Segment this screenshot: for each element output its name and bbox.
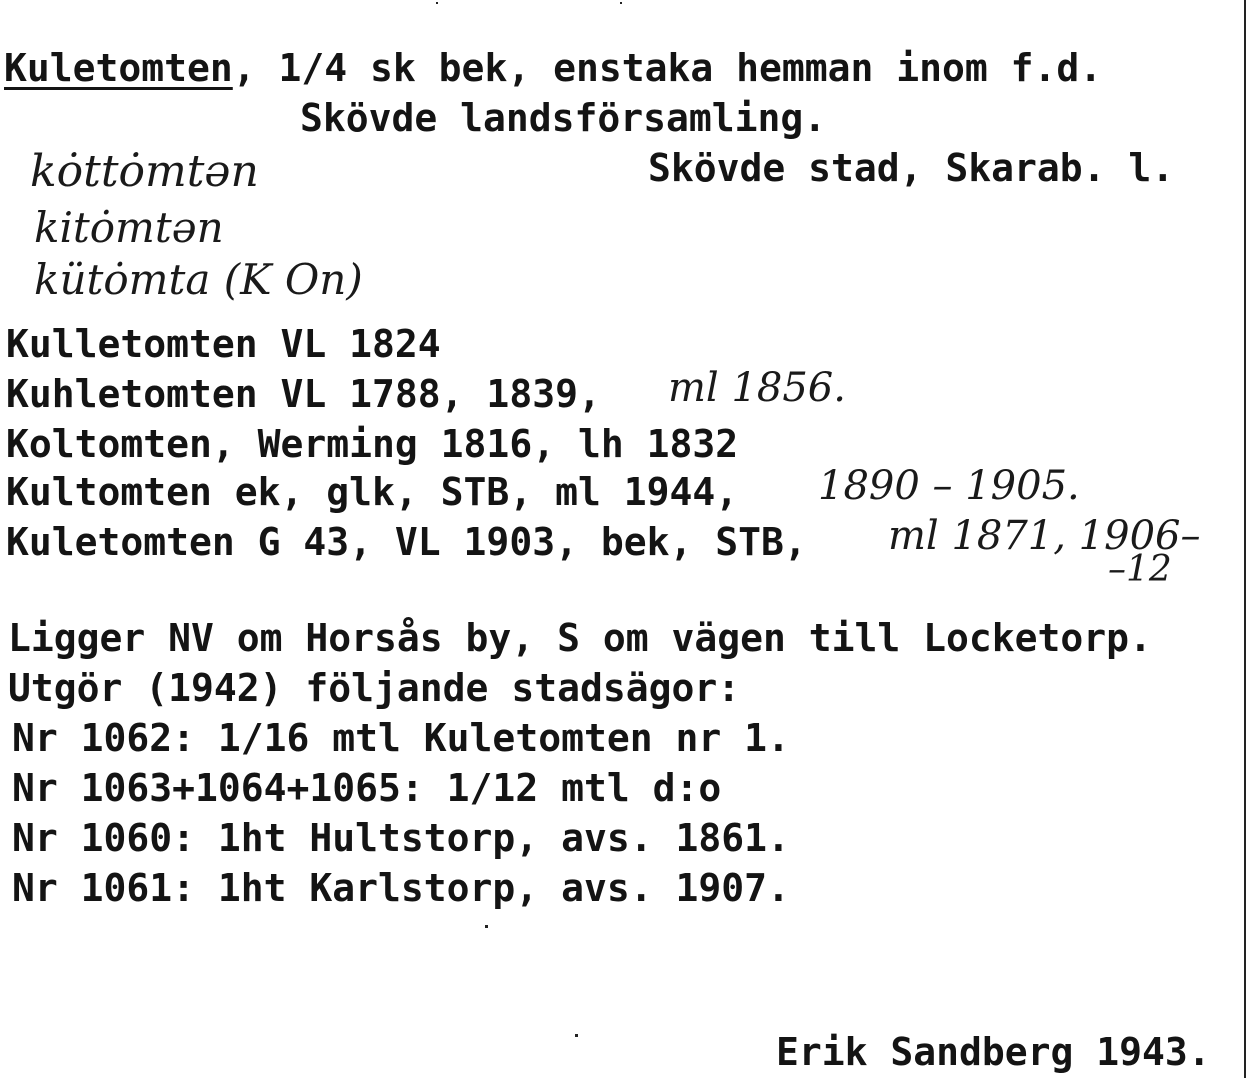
scan-speck xyxy=(620,2,622,4)
signature: Erik Sandberg 1943. xyxy=(776,1030,1211,1074)
header-description-2: Skövde landsförsamling. xyxy=(300,96,827,140)
note-plot-1060: Nr 1060: 1ht Hultstorp, avs. 1861. xyxy=(12,816,790,860)
header-line-1 xyxy=(4,46,1102,90)
attestation-4: Kultomten ek, glk, STB, ml 1944, xyxy=(6,470,739,514)
note-plot-1061: Nr 1061: 1ht Karlstorp, avs. 1907. xyxy=(12,866,790,910)
note-location: Ligger NV om Horsås by, S om vägen till Locketorp. xyxy=(8,616,1152,660)
attestation-3: Koltomten, Werming 1816, lh 1832 xyxy=(6,422,739,466)
note-plot-1063: Nr 1063+1064+1065: 1/12 mtl d:o xyxy=(12,766,722,810)
attestation-2: Kuhletomten VL 1788, 1839, xyxy=(6,372,601,416)
attestation-1: Kulletomten VL 1824 xyxy=(6,322,441,366)
pronunciation-1: kȯttȯmtən xyxy=(30,146,259,197)
card-right-edge xyxy=(1244,0,1246,1078)
place-name: Kuletomten xyxy=(4,46,233,90)
scan-speck xyxy=(575,1034,578,1037)
attestation-4-handwritten: 1890 – 1905. xyxy=(818,463,1080,509)
note-intro: Utgör (1942) följande stadsägor: xyxy=(8,666,741,710)
pronunciation-3: kütȯmta (K On) xyxy=(34,255,363,304)
scan-speck xyxy=(485,925,488,928)
scan-speck xyxy=(436,2,438,4)
attestation-5-handwritten: ml 1871, 1906– xyxy=(888,513,1201,559)
note-plot-1062: Nr 1062: 1/16 mtl Kuletomten nr 1. xyxy=(12,716,790,760)
pronunciation-2: kitȯmtən xyxy=(34,203,224,252)
attestation-6-handwritten: –12 xyxy=(1108,549,1172,590)
attestation-2-handwritten: ml 1856. xyxy=(668,365,846,411)
attestation-5: Kuletomten G 43, VL 1903, bek, STB, xyxy=(6,520,807,564)
header-description-1: , 1/4 sk bek, enstaka hemman inom f.d. xyxy=(232,46,1103,90)
header-location: Skövde stad, Skarab. l. xyxy=(648,146,1175,190)
